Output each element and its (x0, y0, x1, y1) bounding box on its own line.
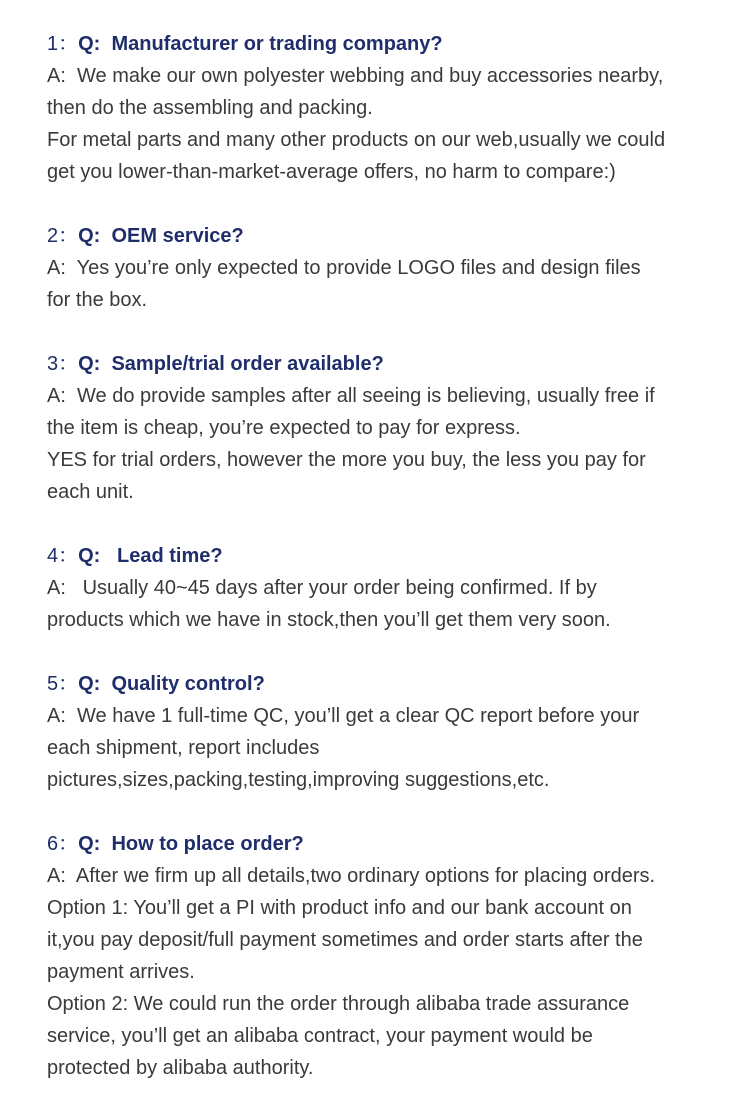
faq-question-4 (47, 540, 737, 572)
answer-line: A: After we firm up all details,two ordinary options for placing orders. (47, 865, 656, 887)
faq-answer-2 (47, 252, 737, 316)
faq-answer-6 (47, 860, 737, 1084)
faq-item-4 (47, 540, 737, 636)
answer-line: then do the assembling and packing. (47, 97, 373, 119)
faq-answer-3 (47, 380, 737, 508)
faq-number: 3： (47, 353, 79, 375)
faq-item-3 (47, 348, 737, 508)
answer-line: Option 1: You’ll get a PI with product info and our bank account on (47, 897, 632, 919)
faq-number: 2： (47, 225, 79, 247)
answer-line: For metal parts and many other products on our web,usually we could (47, 129, 666, 151)
answer-line: each unit. (47, 481, 134, 503)
faq-question-text: Q: OEM service? (78, 225, 244, 247)
faq-question-text: Q: Sample/trial order available? (78, 353, 384, 375)
faq-number: 4： (47, 545, 79, 567)
answer-line: A: Usually 40~45 days after your order being confirmed. If by (47, 577, 597, 599)
answer-line: each shipment, report includes (47, 737, 320, 759)
answer-line: get you lower-than-market-average offers, no harm to compare:) (47, 161, 616, 183)
faq-question-1 (47, 28, 737, 60)
faq-question-2 (47, 220, 737, 252)
faq-item-1 (47, 28, 737, 188)
answer-line: A: We make our own polyester webbing and buy accessories nearby, (47, 65, 664, 87)
faq-number: 6： (47, 833, 79, 855)
faq-question-text: Q: Quality control? (78, 673, 265, 695)
faq-answer-1 (47, 60, 737, 188)
faq-question-text: Q: How to place order? (78, 833, 304, 855)
answer-line: pictures,sizes,packing,testing,improving suggestions,etc. (47, 769, 550, 791)
answer-line: products which we have in stock,then you’ll get them very soon. (47, 609, 611, 631)
answer-line: the item is cheap, you’re expected to pay for express. (47, 417, 521, 439)
answer-line: A: We do provide samples after all seeing is believing, usually free if (47, 385, 655, 407)
faq-answer-5 (47, 700, 737, 796)
answer-line: Option 2: We could run the order through alibaba trade assurance (47, 993, 630, 1015)
faq-question-6 (47, 828, 737, 860)
faq-question-text: Q: Manufacturer or trading company? (78, 33, 443, 55)
answer-line: protected by alibaba authority. (47, 1057, 314, 1079)
faq-number: 1： (47, 33, 79, 55)
faq-item-6 (47, 828, 737, 1084)
faq-question-3 (47, 348, 737, 380)
answer-line: service, you’ll get an alibaba contract, your payment would be (47, 1025, 593, 1047)
faq-question-5 (47, 668, 737, 700)
answer-line: A: We have 1 full-time QC, you’ll get a clear QC report before your (47, 705, 640, 727)
faq-item-2 (47, 220, 737, 316)
answer-line: payment arrives. (47, 961, 195, 983)
answer-line: it,you pay deposit/full payment sometimes and order starts after the (47, 929, 643, 951)
answer-line: A: Yes you’re only expected to provide LOGO files and design files (47, 257, 641, 279)
faq-number: 5： (47, 673, 79, 695)
faq-item-5 (47, 668, 737, 796)
answer-line: for the box. (47, 289, 148, 311)
faq-answer-4 (47, 572, 737, 636)
answer-line: YES for trial orders, however the more you buy, the less you pay for (47, 449, 646, 471)
faq-question-text: Q: Lead time? (78, 545, 223, 567)
faq-list (47, 28, 737, 1084)
